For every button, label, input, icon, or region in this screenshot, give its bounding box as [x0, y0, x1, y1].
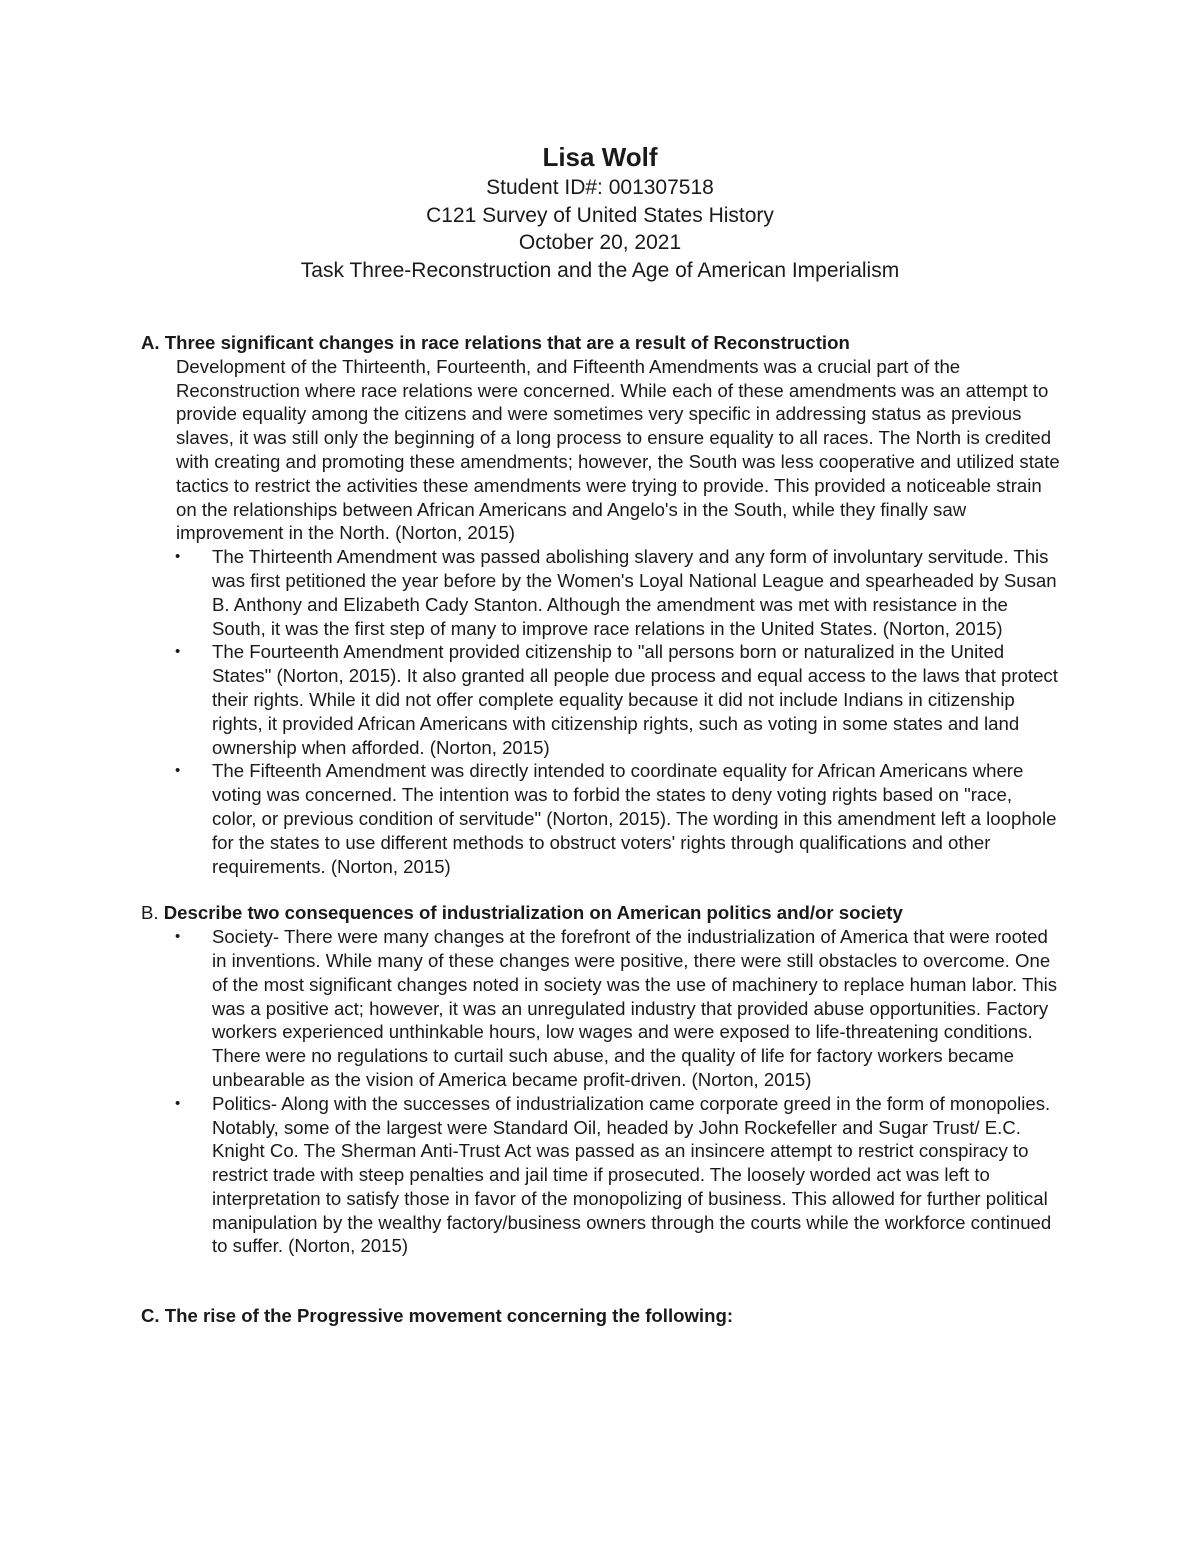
list-item-text: Politics- Along with the successes of industrialization came corporate greed in the form of monopolies. Notably, some of the largest were Standard Oil, headed by John Rockefeller and Sugar Trust/ E.C. Knight Co. The Sherman Anti-Trust Act was passed as an insincere attempt to restrict conspiracy to restrict trade with steep penalties and jail time if prosecuted. The loosely worded act was left to interpretation to satisfy those in favor of the monopolizing of business. This allowed for further political manipulation by the wealthy factory/business owners through the courts while the workforce continued to suffer. (Norton, 2015) — [212, 1092, 1052, 1257]
section-c-letter: C. — [141, 1305, 160, 1327]
bullet-icon: • — [175, 548, 181, 566]
list-item-text: Society- There were many changes at the forefront of the industrialization of America that were rooted in inventions. While many of these changes were positive, there were still obstacles to overcome. One of the most significant changes noted in society was the use of machinery to replace human labor. This was a positive act; however, it was an unregulated industry that provided abuse opportunities. Factory workers experienced unthinkable hours, low wages and were exposed to life-threatening conditions. There were no regulations to curtail such abuse, and the quality of life for factory workers became unbearable as the vision of America became profit-driven. (Norton, 2015) — [212, 926, 1058, 1090]
section-c — [141, 1304, 1061, 1328]
section-c-heading-text: The rise of the Progressive movement concerning the following: — [164, 1305, 734, 1327]
section-a-heading-text: Three significant changes in race relations that are a result of Reconstruction — [164, 332, 850, 353]
section-a — [141, 331, 1061, 878]
section-a-paragraph: Development of the Thirteenth, Fourteenth, and Fifteenth Amendments was a crucial part of the Reconstruction where race relations were concerned. While each of these amendments was an attempt to provide equality among the citizens and were sometimes very specific in addressing status as previous slaves, it was still only the beginning of a long process to ensure equality to all races. The North is credited with creating and promoting these amendments; however, the South was less cooperative and utilized state tactics to restrict the activities these amendments were trying to provide. This provided a noticeable strain on the relationships between African Americans and Angelo's in the South, while they finally saw improvement in the North. (Norton, 2015) — [176, 355, 1060, 544]
list-item — [175, 759, 1061, 878]
section-a-letter: A. — [141, 332, 160, 353]
section-c-heading — [141, 1304, 1061, 1328]
list-item — [175, 545, 1061, 640]
list-item-text: The Fourteenth Amendment provided citizenship to "all persons born or naturalized in the United States" (Norton, 2015). It also granted all people due process and equal access to the laws that protect their rights. While it did not offer complete equality because it did not include Indians in citizenship rights, it provided African Americans with citizenship rights, such as voting in some states and land ownership when afforded. (Norton, 2015) — [212, 641, 1058, 758]
section-b — [141, 901, 1061, 1258]
list-item — [175, 925, 1061, 1092]
section-b-heading-text: Describe two consequences of industrialization on American politics and/or society — [163, 902, 903, 924]
list-item-text: The Thirteenth Amendment was passed abolishing slavery and any form of involuntary servitude. This was first petitioned the year before by the Women's Loyal National League and spearheaded by Susan B. Anthony and Elizabeth Cady Stanton. Although the amendment was met with resistance in the South, it was the first step of many to improve race relations in the United States. (Norton, 2015) — [212, 546, 1057, 639]
bullet-icon: • — [175, 928, 181, 946]
section-b-bullet-list — [141, 925, 1061, 1258]
list-item — [175, 1092, 1061, 1259]
section-a-heading — [141, 331, 1061, 355]
section-a-bullet-list — [141, 545, 1061, 878]
course-title: C121 Survey of United States History — [426, 203, 774, 227]
bullet-icon: • — [175, 762, 181, 780]
list-item-text: The Fifteenth Amendment was directly intended to coordinate equality for African Americans where voting was concerned. The intention was to forbid the states to deny voting rights based on "race, color, or previous condition of servitude" (Norton, 2015). The wording in this amendment left a loophole for the states to use different methods to obstruct voters' rights through qualifications and other requirements. (Norton, 2015) — [212, 760, 1057, 877]
bullet-icon: • — [175, 643, 181, 661]
section-b-heading — [141, 901, 1061, 925]
bullet-icon: • — [175, 1094, 181, 1112]
document-date: October 20, 2021 — [518, 231, 682, 254]
author-name: Lisa Wolf — [542, 142, 658, 172]
section-b-letter: B. — [141, 902, 159, 924]
document-body — [141, 331, 1061, 1328]
task-title: Task Three-Reconstruction and the Age of American Imperialism — [300, 258, 900, 282]
student-id: Student ID#: 001307518 — [486, 176, 714, 199]
document-header — [0, 140, 1200, 284]
list-item — [175, 640, 1061, 759]
